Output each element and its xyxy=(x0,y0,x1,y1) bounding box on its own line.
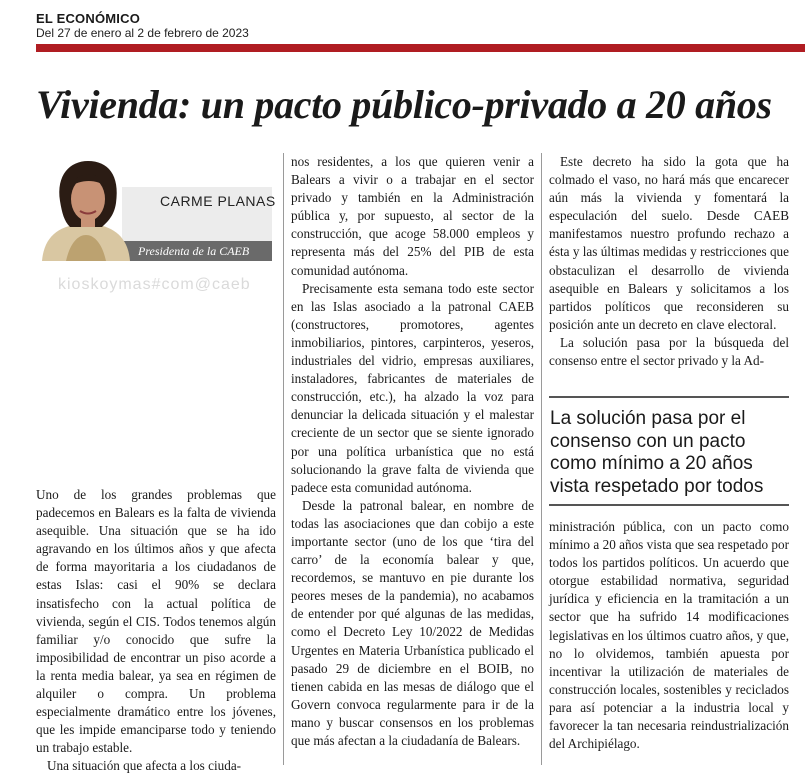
publication-name: EL ECONÓMICO xyxy=(36,11,141,26)
watermark: kioskoymas#com@caeb xyxy=(58,276,251,293)
pull-quote: La solución pasa por el consenso con un pacto como mínimo a 20 años vista respetado por todos xyxy=(549,396,789,506)
paragraph: Uno de los grandes problemas que padecemos en Balears es la falta de vivienda asequible. Una situación que se ha ido agravando en los últimos años y que afecta de forma mayoritaria a los ciudadanos de estas Islas: casi el 90% se declara insatisfecho con la actual política de vivienda, según el CIS. Todos tenemos algún familiar y/o conocido que sufre la imposibilidad de encontrar un piso acorde a la renta media balear, ya sea en régimen de alquiler o compra. Un problema especialmente dramático entre los jóvenes, que les impide emanciparse todo y teniendo un trabajo estable. xyxy=(36,487,276,756)
author-photo xyxy=(36,157,136,261)
paragraph: Una situación que afecta a los ciuda- xyxy=(47,758,242,774)
author-box xyxy=(36,157,276,261)
column-divider xyxy=(541,153,542,765)
paragraph: nos residentes, a los que quieren venir a Balears a vivir o a trabajar en el sector privado y también en la Administración pública y, por supuesto, al sector de la construcción, que acoge 58.000 empleos y representa más del 25% del PIB de esta comunidad autónoma. xyxy=(291,154,534,278)
author-role: Presidenta de la CAEB xyxy=(122,241,272,261)
paragraph: Precisamente esta semana todo este sector en las Islas asociado a la patronal CAEB (constructores, promotores, agentes inmobiliarios, pintores, carpinteros, yeseros, industriales del vidrio, empresas auxiliares, instaladores, fabricantes de materiales de construcción, etc.), ha alzado la voz para denunciar la delicada situación y el malestar creciente de un sector que se siente ignorado por una política urbanística que no está solucionando la grave falta de vivienda que padece esta comunidad autónoma. xyxy=(291,280,534,495)
paragraph: La solución pasa por la búsqueda del consenso entre el sector privado y la Ad- xyxy=(549,334,789,369)
issue-date: Del 27 de enero al 2 de febrero de 2023 xyxy=(36,26,249,40)
author-portrait-icon xyxy=(36,157,136,261)
article-column-3-top xyxy=(549,153,789,370)
article-headline: Vivienda: un pacto público-privado a 20 años xyxy=(36,82,772,127)
masthead xyxy=(36,11,249,40)
article-column-1 xyxy=(36,486,276,775)
masthead-red-bar xyxy=(36,44,805,52)
paragraph: ministración pública, con un pacto como mínimo a 20 años vista que sea respetado por todos los partidos políticos. Un acuerdo que otorgue estabilidad normativa, seguridad jurídica y eficiencia en la tramitación a un sector que ha sufrido 14 modificaciones legislativas en los últimos cuatro años, y que, no lo olvidemos, también apuesta por incentivar la utilización de materiales de construcción locales, sostenibles y reciclados para así potenciar a la industria local y favorecer la tan necesaria reindustrialización del Archipiélago. xyxy=(549,519,789,752)
paragraph: Este decreto ha sido la gota que ha colmado el vaso, no hará más que encarecer aún más la vivienda y fomentará la especulación del suelo. Desde CAEB manifestamos nuestro profundo rechazo a ésta y las últimas medidas y restricciones que obstaculizan el desarrollo de vivienda asequible en Balears y solicitamos a los partidos políticos que reconsideren su posición ante un decreto en clave electoral. xyxy=(549,154,789,332)
column-divider xyxy=(283,153,284,765)
author-card xyxy=(122,187,276,261)
paragraph: Desde la patronal balear, en nombre de todas las asociaciones que dan cobijo a este importante sector (uno de los que ‘tira del carro’ de la economía balear y que, recordemos, se mantuvo en pie durante los peores meses de la pandemia), no acabamos de entender por qué algunas de las medidas, como el Decreto Ley 10/2022 de Medidas Urgentes en Materia Urbanística publicado el pasado 29 de diciembre en el BOIB, no tienen cabida en las mesas de diálogo que el Govern convoca regularmente para ir de la mano y buscar consensos en los problemas que más afectan a la ciudadanía de Balears. xyxy=(291,497,534,748)
author-name: CARME PLANAS xyxy=(160,193,276,209)
article-column-3-bottom xyxy=(549,518,789,753)
article-column-2 xyxy=(291,153,534,750)
